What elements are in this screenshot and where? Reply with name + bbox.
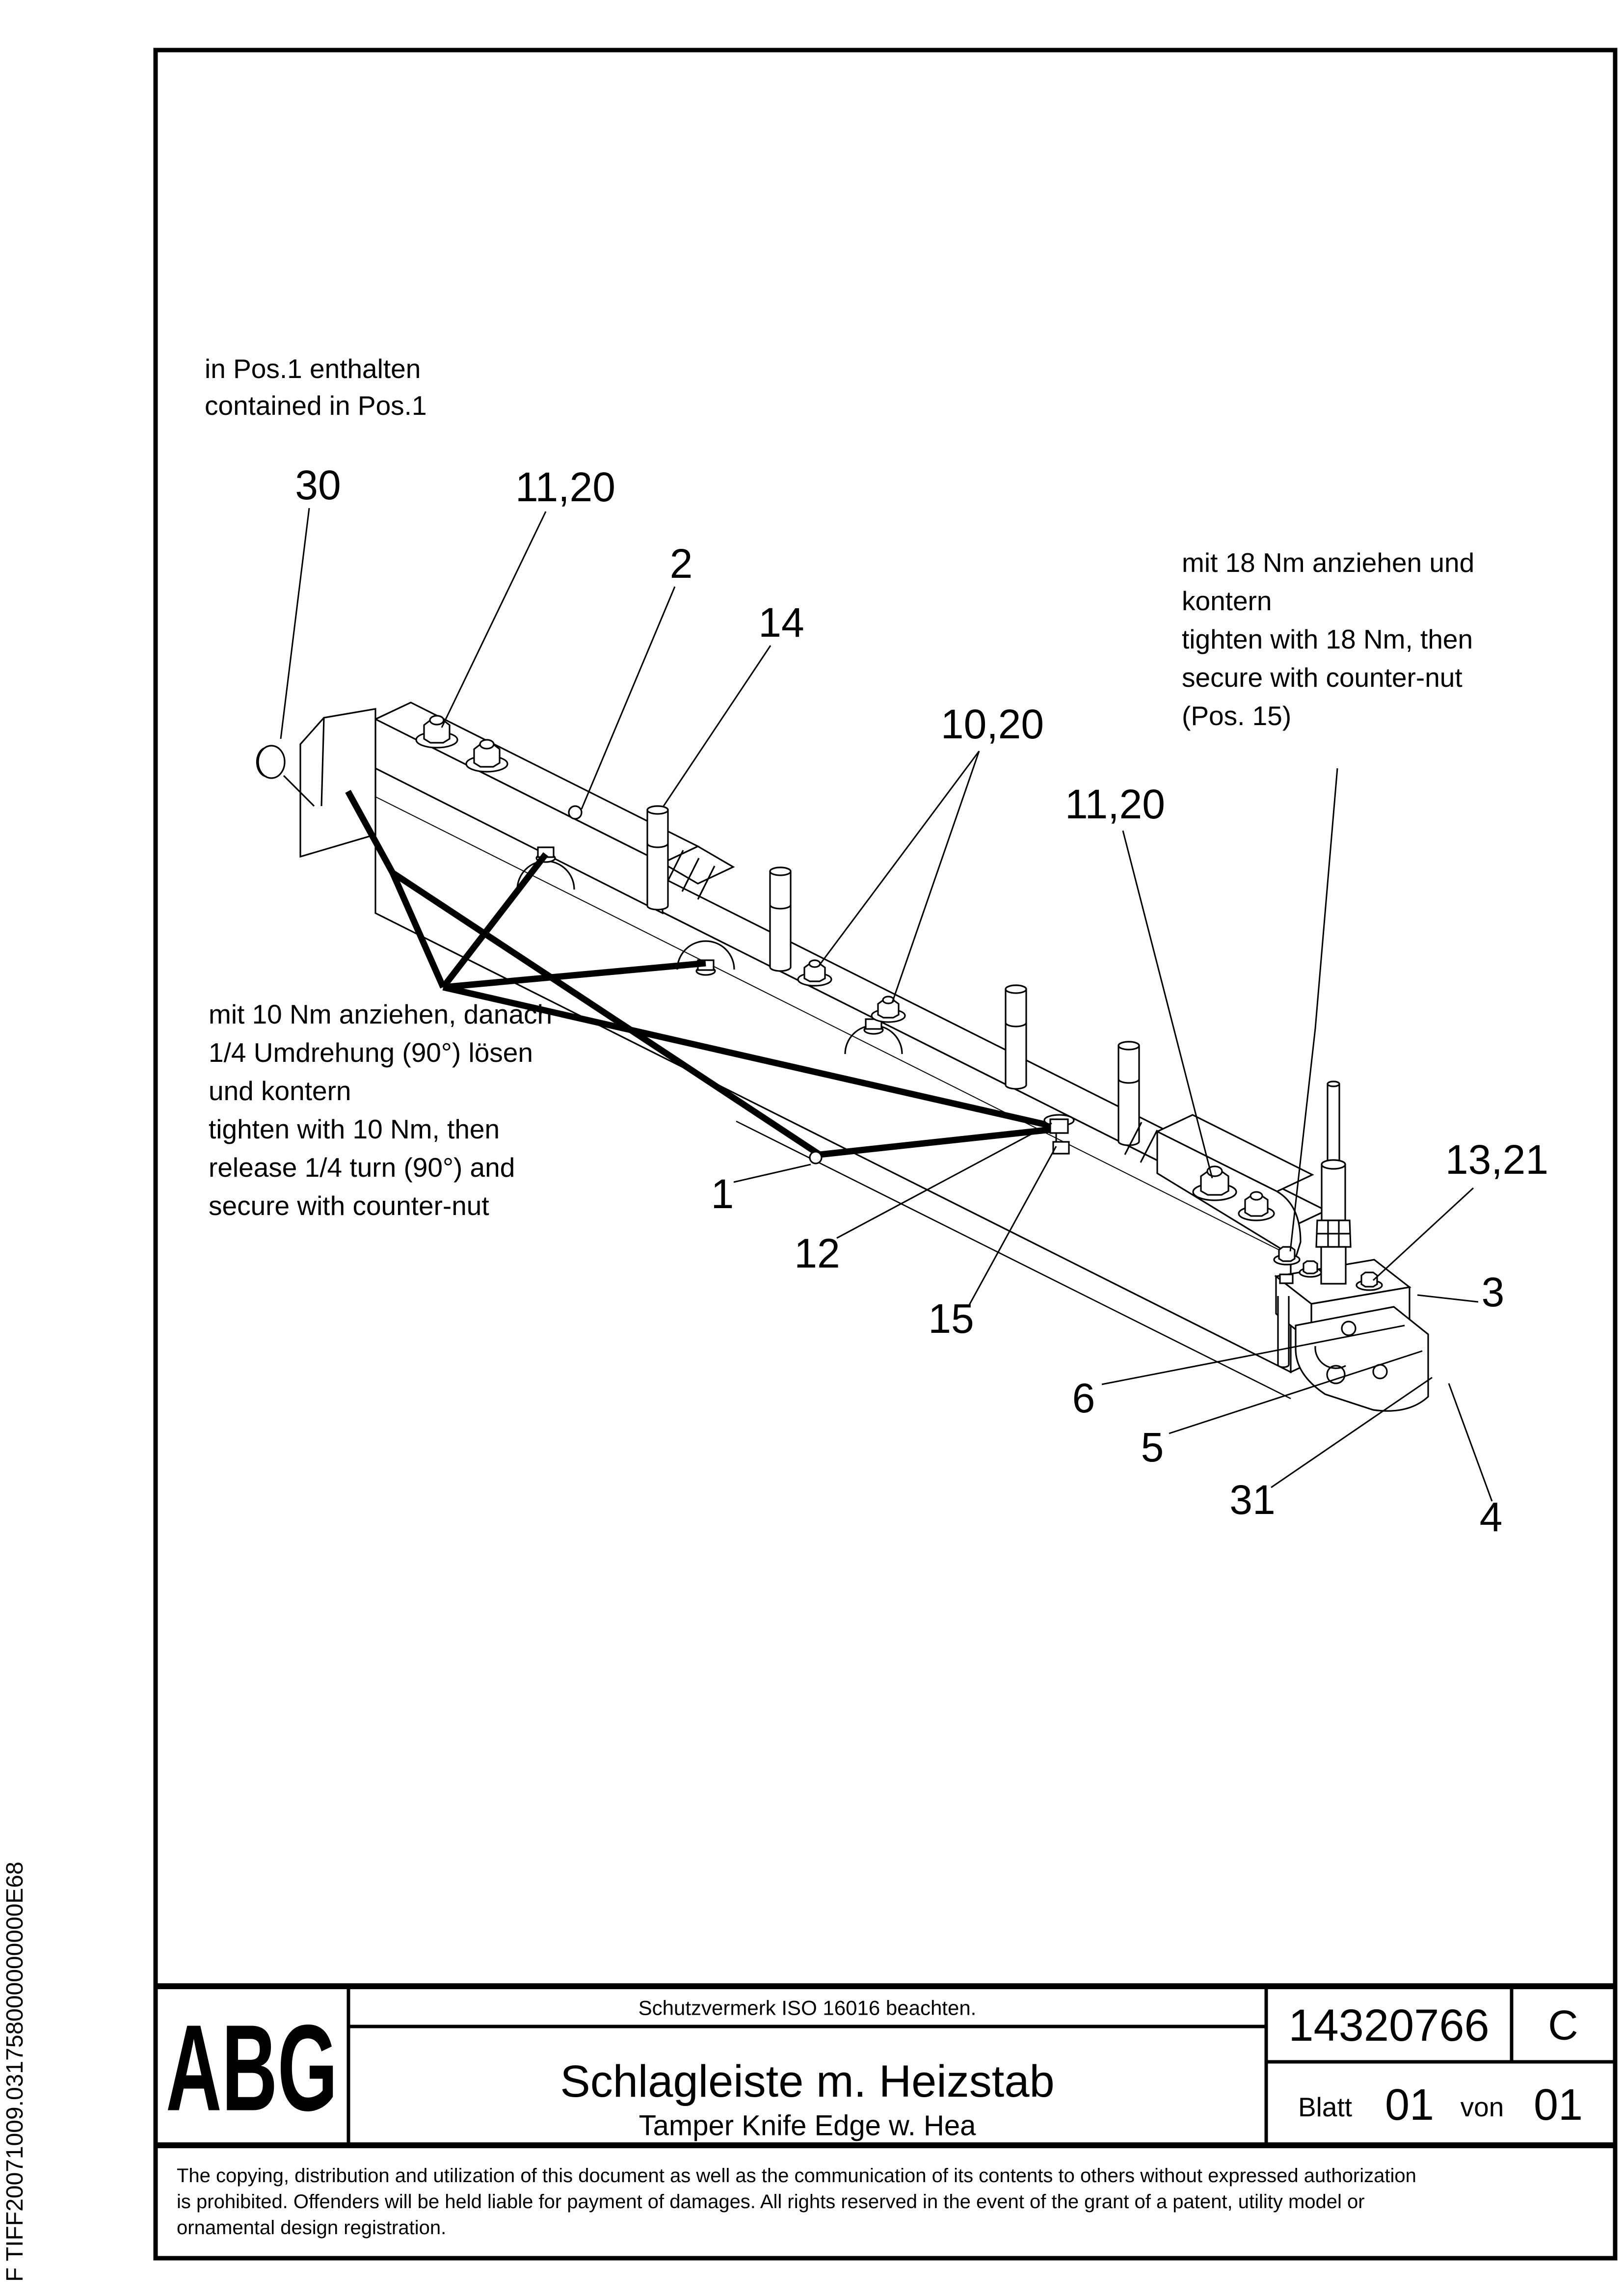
svg-text:1/4 Umdrehung (90°) lösen: 1/4 Umdrehung (90°) lösen [209, 1037, 533, 1068]
abg-logo: ABG [166, 1999, 338, 2136]
drawing-title-en: Tamper Knife Edge w. Hea [639, 2109, 976, 2142]
leader-10-20a [819, 751, 979, 966]
note-torque-10nm [209, 999, 552, 1221]
label-10-20: 10,20 [940, 701, 1044, 747]
copyright-note [177, 2165, 1416, 2239]
sheet-total: 01 [1533, 2080, 1583, 2130]
document-number: 14320766 [1288, 2000, 1490, 2051]
svg-text:tighten with 18 Nm, then: tighten with 18 Nm, then [1182, 624, 1473, 654]
leader-11-20a [442, 512, 546, 728]
leader-4 [1449, 1383, 1492, 1501]
end-cap-block [300, 709, 375, 857]
leader-3 [1417, 1295, 1478, 1302]
sheet-of-label: von [1460, 2092, 1504, 2122]
leader-10-20b [892, 751, 979, 1002]
label-11-20-a: 11,20 [515, 464, 615, 510]
label-1: 1 [711, 1171, 734, 1217]
leader-2 [582, 587, 675, 809]
svg-text:mit 10 Nm anziehen, danach: mit 10 Nm anziehen, danach [209, 999, 553, 1029]
sheet-number: 01 [1384, 2080, 1435, 2130]
bracket-pin [1278, 1296, 1289, 1367]
sheet-label: Blatt [1298, 2092, 1353, 2122]
label-30: 30 [295, 462, 341, 508]
label-5: 5 [1141, 1424, 1164, 1470]
hole-item-1 [810, 1152, 822, 1163]
svg-text:(Pos. 15): (Pos. 15) [1182, 701, 1292, 731]
hole-item-2 [569, 806, 582, 819]
svg-text:ornamental design registration: ornamental design registration. [177, 2217, 447, 2239]
leader-1 [734, 1164, 811, 1182]
svg-text:release 1/4 turn (90°) and: release 1/4 turn (90°) and [209, 1152, 515, 1183]
label-11-20-b: 11,20 [1065, 781, 1165, 827]
label-31: 31 [1229, 1477, 1276, 1523]
svg-text:secure with counter-nut: secure with counter-nut [1182, 662, 1463, 693]
svg-text:in Pos.1 enthalten: in Pos.1 enthalten [205, 353, 421, 384]
label-6: 6 [1072, 1375, 1095, 1421]
svg-text:contained in Pos.1: contained in Pos.1 [205, 390, 427, 421]
heating-rod [1316, 1081, 1351, 1284]
label-15: 15 [928, 1296, 974, 1342]
note-pos1 [205, 353, 427, 421]
svg-text:secure with counter-nut: secure with counter-nut [209, 1190, 489, 1221]
leader-14 [664, 646, 771, 806]
svg-text:mit 18 Nm anziehen und: mit 18 Nm anziehen und [1182, 547, 1475, 578]
protection-note: Schutzvermerk ISO 16016 beachten. [638, 1996, 977, 2020]
revision-letter: C [1548, 2002, 1578, 2049]
title-block [156, 1986, 1615, 2239]
bracket-lower-block [1296, 1307, 1428, 1411]
label-12: 12 [794, 1230, 840, 1276]
svg-text:is prohibited. Offenders will: is prohibited. Offenders will be held liable for payment of damages. All rights reserved in the event of the grant of a patent, utility model or [177, 2191, 1365, 2213]
svg-text:und kontern: und kontern [209, 1076, 351, 1106]
note-torque-18nm [1182, 547, 1474, 731]
leader-13-21 [1373, 1188, 1473, 1280]
svg-text:The copying, distribution and: The copying, distribution and utilization of this document as well as the communication of its contents to others without expressed authorization [177, 2165, 1416, 2187]
label-14: 14 [758, 599, 804, 646]
leader-30 [281, 508, 309, 739]
bar-front-face [375, 768, 1291, 1372]
label-13-21: 13,21 [1445, 1136, 1549, 1183]
svg-text:tighten with 10 Nm, then: tighten with 10 Nm, then [209, 1114, 500, 1144]
svg-text:kontern: kontern [1182, 586, 1272, 616]
label-4: 4 [1479, 1494, 1503, 1540]
label-2: 2 [669, 540, 693, 587]
side-file-label: F TIFF20071009.031758000000000E68 [2, 1862, 28, 2282]
label-3: 3 [1481, 1269, 1505, 1315]
drawing-title-de: Schlagleiste m. Heizstab [560, 2056, 1055, 2107]
